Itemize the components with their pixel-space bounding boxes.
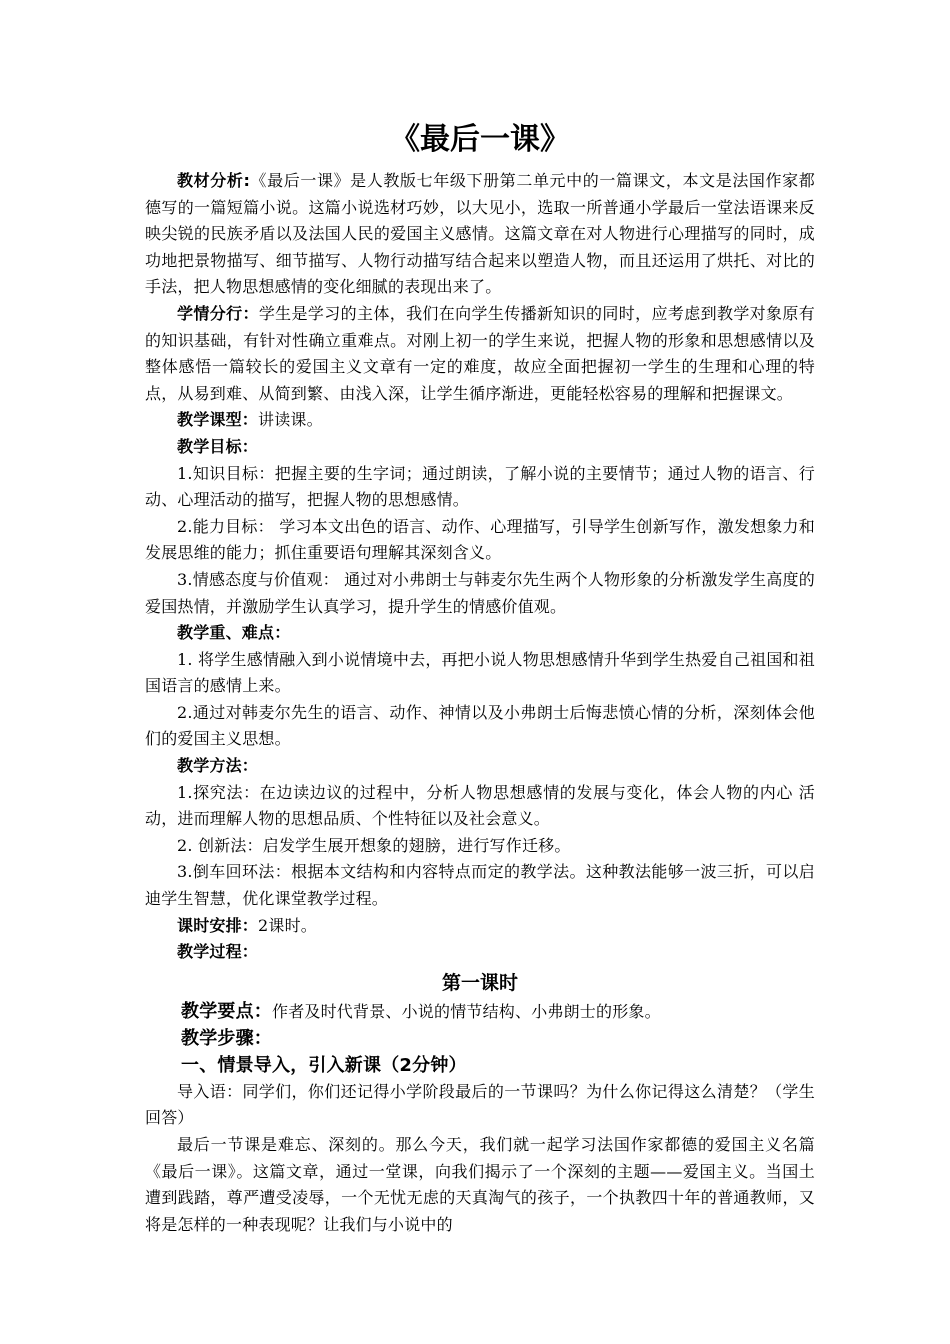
process-heading: 教学过程：	[177, 942, 259, 962]
lesson-title: 第一课时	[441, 971, 518, 994]
key-point-item: 2.通过对韩麦尔先生的语言、动作、神情以及小弗朗士后悔悲愤心情的分析，深刻体会他们的爱国主义思想。	[145, 702, 815, 749]
goal-item: 3.情感态度与价值观： 通过对小弗朗士与韩麦尔先生两个人物形象的分析激发学生高度的爱国热情，并激励学生认真学习，提升学生的情感价值观。	[145, 569, 815, 616]
method-item: 1.探究法：在边读边议的过程中，分析人物思想感情的发展与变化，体会人物的内心 活动，进而理解人物的思想品质、个性特征以及社会意义。	[145, 782, 815, 829]
steps-heading: 教学步骤：	[181, 1027, 272, 1049]
step-title: 一、情景导入，引入新课（2分钟）	[181, 1054, 467, 1076]
methods-heading: 教学方法：	[177, 756, 259, 776]
document-page	[145, 118, 815, 1238]
label: 学情分行：	[177, 303, 259, 323]
label: 教学课型：	[177, 410, 259, 430]
goals-heading: 教学目标：	[177, 436, 259, 456]
teaching-points: 教学要点：作者及时代背景、小说的情节结构、小弗朗士的形象。	[181, 1000, 661, 1022]
label: 教材分析:	[177, 171, 251, 190]
goal-item: 1.知识目标：把握主要的生字词；通过朗读，了解小说的主要情节；通过人物的语言、行动、心理活动的描写，把握人物的思想感情。	[145, 463, 815, 510]
intro-paragraph: 最后一节课是难忘、深刻的。那么今天，我们就一起学习法国作家都德的爱国主义名篇《最后一课》。这篇文章，通过一堂课，向我们揭示了一个深刻的主题——爱国主义。当国土遭到践踏，尊严遭受凌辱，一个无忧无虑的天真淘气的孩子，一个执教四十年的普通教师，又将是怎样的一种表现呢？让我们与小说中的	[145, 1135, 815, 1234]
lesson-type: 教学课型：讲读课。	[177, 410, 323, 430]
class-hours: 课时安排：2课时。	[177, 915, 317, 935]
learner-analysis: 学情分行：学生是学习的主体，我们在向学生传播新知识的同时，应考虑到教学对象原有的知识基础，有针对性确立重难点。对刚上初一的学生来说，把握人物的形象和思想感情以及整体感悟一篇较长的爱国主义文章有一定的难度，故应全面把握初一学生的生理和心理的特点，从易到难、从简到繁、由浅入深，让学生循序渐进，更能轻松容易的理解和把握课文。	[145, 303, 815, 403]
key-points-heading: 教学重、难点：	[177, 623, 291, 643]
label: 课时安排：	[177, 915, 259, 935]
intro-paragraph: 导入语：同学们，你们还记得小学阶段最后的一节课吗？为什么你记得这么清楚？（学生回答）	[145, 1081, 815, 1128]
textbook-analysis: 教材分析:《最后一课》是人教版七年级下册第二单元中的一篇课文，本文是法国作家都德写的一篇短篇小说。这篇小说选材巧妙，以大见小，选取一所普通小学最后一堂法语课来反映尖锐的民族矛盾以及法国人民的爱国主义感情。这篇文章在对人物进行心理描写的同时，成功地把景物描写、细节描写、人物行动描写结合起来以塑造人物，而且还运用了烘托、对比的手法，把人物思想感情的变化细腻的表现出来了。	[145, 171, 815, 297]
goal-item: 2.能力目标： 学习本文出色的语言、动作、心理描写，引导学生创新写作，激发想象力和发展思维的能力；抓住重要语句理解其深刻含义。	[145, 516, 815, 563]
method-item: 2. 创新法：启发学生展开想象的翅膀，进行写作迁移。	[177, 835, 571, 855]
method-item: 3.倒车回环法：根据本文结构和内容特点而定的教学法。这种教法能够一波三折，可以启迪学生智慧，优化课堂教学过程。	[145, 862, 815, 909]
key-point-item: 1. 将学生感情融入到小说情境中去，再把小说人物思想感情升华到学生热爱自己祖国和祖国语言的感情上来。	[145, 649, 815, 696]
document-title: 《最后一课》	[390, 122, 570, 157]
label: 教学要点：	[181, 1000, 272, 1022]
